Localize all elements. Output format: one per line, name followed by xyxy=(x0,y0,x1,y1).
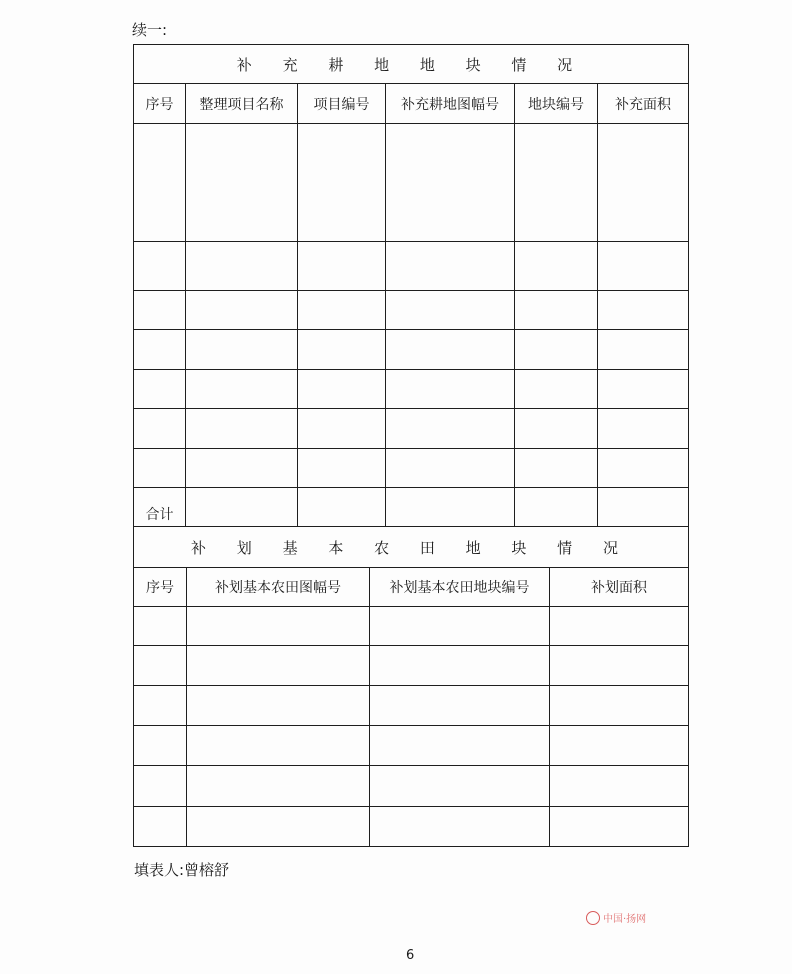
t2-header-plot-number: 补划基本农田地块编号 xyxy=(389,580,530,596)
continuation-label: 续一: xyxy=(132,21,168,39)
t2-header-index: 序号 xyxy=(146,580,174,596)
t2-header-map-sheet: 补划基本农田图幅号 xyxy=(215,580,341,596)
page-number: 6 xyxy=(406,948,415,963)
t1-header-project-name: 整理项目名称 xyxy=(199,96,284,113)
t1-total-label: 合计 xyxy=(145,507,174,523)
t1-header-map-sheet: 补充耕地图幅号 xyxy=(401,96,499,113)
t1-header-area: 补充面积 xyxy=(615,96,671,113)
filler-name: 填表人:曾榕舒 xyxy=(134,861,230,879)
watermark-text: 中国·扬网 xyxy=(603,914,647,925)
seal-icon xyxy=(586,911,600,925)
t2-header-area: 补划面积 xyxy=(591,580,647,596)
table2-title: 补 划 基 本 农 田 地 块 情 况 xyxy=(191,538,631,557)
watermark-logo xyxy=(586,910,646,925)
table1-title: 补 充 耕 地 地 块 情 况 xyxy=(236,55,586,74)
t1-header-index: 序号 xyxy=(145,96,174,113)
t1-header-plot-number: 地块编号 xyxy=(528,96,584,113)
t1-header-project-number: 项目编号 xyxy=(313,96,370,113)
